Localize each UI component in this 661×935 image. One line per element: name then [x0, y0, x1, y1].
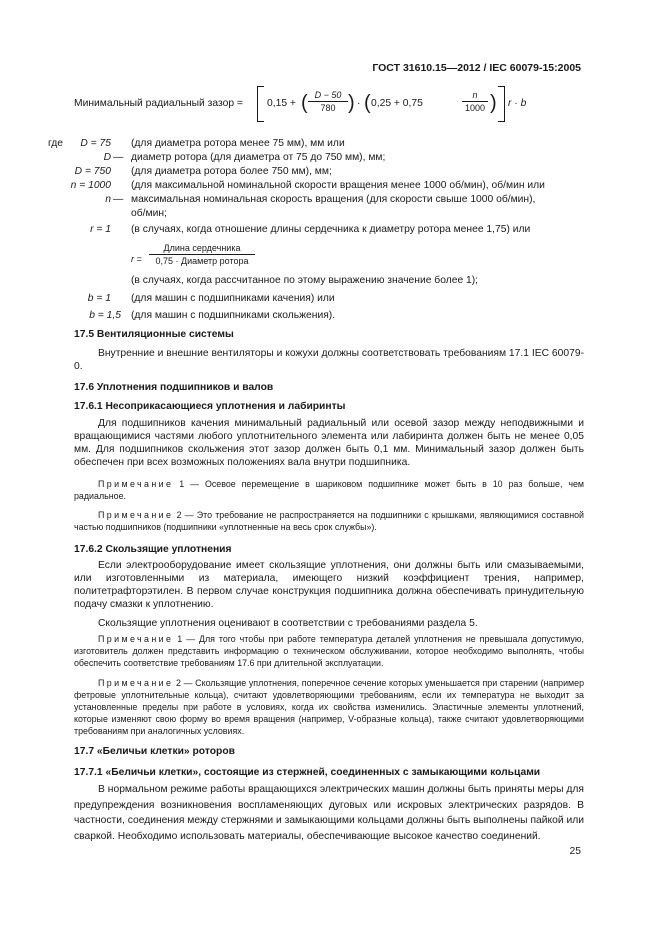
section-heading-17-6: 17.6 Уплотнения подшипников и валов	[74, 382, 274, 393]
note-text: 2 — Скользящие уплотнения, поперечное сечение которых уменьшается при старении (например фетровые уплотнительные кольца), считают удовлетворяющими требованиям, если их температура не выходит за установленные пределы при работе в условиях, когда их свойства изменились. Эластичные элементы уплотнений, которые изменяют свою форму во время вращения (например, V-образные кольца), также считают удовлетворяющими требованиям при аналогичных условиях.	[74, 678, 585, 736]
definition-text: (для диаметра ротора менее 75 мм), мм или	[131, 138, 345, 149]
ratio-fraction	[149, 243, 255, 266]
note	[74, 633, 584, 669]
paragraph: Внутренние и внешние вентиляторы и кожухи должны соответствовать требованиям 17.1 IEC 60079-0.	[74, 348, 584, 372]
definition-row	[0, 207, 661, 220]
definition-symbol: n	[105, 194, 111, 205]
note	[74, 677, 584, 737]
ratio-denominator: 0,75 · Диаметр ротора	[155, 256, 249, 266]
definition-text: диаметр ротора (для диаметра от 75 до 750 мм), мм;	[131, 152, 386, 163]
formula-label: Минимальный радиальный зазор =	[74, 98, 243, 109]
definition-text: (в случаях, когда отношение длины сердечника к диаметру ротора менее 1,75) или	[131, 224, 531, 235]
page-number: 25	[569, 846, 581, 857]
definition-text: об/мин;	[131, 208, 167, 219]
where-word: где	[48, 138, 64, 149]
note-label: Примечание	[98, 510, 174, 520]
fraction-1-numerator: D − 50	[308, 90, 348, 102]
subsection-heading-17-6-2: 17.6.2 Скользящие уплотнения	[74, 544, 232, 555]
subsection-heading-17-7-1: 17.7.1 «Беличьи клетки», состоящие из стержней, соединенных с замыкающими кольцами	[74, 767, 541, 778]
left-paren: (	[301, 92, 308, 114]
definition-symbol: r = 1	[90, 224, 111, 235]
paragraph: Для подшипников качения минимальный радиальный или осевой зазор между неподвижными и вращающимися частями любого уплотнительного элемента или лабиринта должен быть не менее 0,05 мм. Для подшипников скольжения этот зазор должен быть 0,1 мм. Минимальный зазор должен быть обеспечен при всех возможных положениях вала внутри подшипника.	[74, 418, 584, 468]
left-paren-2: (	[364, 92, 371, 114]
definition-text: (в случаях, когда рассчитанное по этому выражению значение более 1);	[131, 275, 479, 286]
note	[74, 478, 584, 502]
note-label: Примечание	[98, 479, 174, 489]
formula-fraction-1	[308, 90, 348, 113]
right-paren-2: )	[490, 92, 497, 114]
paragraph: Если электрооборудование имеет скользящие уплотнения, они должны быть или смазываемыми, или изготовленными из материала, имеющего низкий коэффициент трения, например, политетрафторэтилен. В первом случае конструкция подшипника должна обеспечивать принудительную подачу смазки к уплотнению.	[74, 560, 584, 610]
definition-row	[0, 274, 661, 287]
definition-symbol: D = 75	[80, 138, 111, 149]
definition-symbol: D	[103, 152, 111, 163]
clearance-formula	[74, 86, 527, 122]
fraction-2-numerator: n	[462, 90, 488, 102]
definition-text: максимальная номинальная скорость вращения (для скорости свыше 1000 об/мин),	[131, 194, 536, 205]
definition-text: (для диаметра ротора более 750 мм), мм;	[131, 166, 332, 177]
ratio-lhs: r =	[131, 254, 142, 264]
paragraph: Скользящие уплотнения оценивают в соответствии с требованиями раздела 5.	[98, 618, 478, 629]
formula-fraction-2	[462, 90, 488, 113]
formula-tail: r · b	[508, 98, 527, 109]
note-text: 1 — Осевое перемещение в шариковом подшипнике может быть в 10 раз больше, чем радиальное.	[74, 479, 584, 501]
left-bracket	[257, 86, 264, 122]
definition-row	[0, 137, 661, 150]
definition-symbol: b = 1,5	[89, 310, 121, 321]
subsection-heading-17-6-1: 17.6.1 Несоприкасающиеся уплотнения и лабиринты	[74, 401, 346, 412]
right-bracket	[498, 86, 505, 122]
definition-dash: —	[113, 194, 124, 205]
note	[74, 509, 584, 533]
definition-row	[0, 193, 661, 206]
note-text: 2 — Это требование не распространяется на подшипники с крышками, являющимися составной частью подшипников (подшипники «уплотненные на весь срок службы»).	[74, 510, 585, 532]
definition-row	[0, 223, 661, 236]
section-heading-17-7: 17.7 «Беличьи клетки» роторов	[74, 746, 235, 757]
ratio-numerator: Длина сердечника	[149, 243, 255, 255]
formula-dot: ·	[357, 98, 361, 109]
definition-symbol: n = 1000	[70, 180, 111, 191]
definition-row	[0, 179, 661, 192]
definition-row	[0, 309, 661, 322]
formula-term2: 0,25 + 0,75	[371, 98, 423, 109]
definition-text: (для машин с подшипниками скольжения).	[131, 310, 336, 321]
right-paren: )	[348, 92, 355, 114]
definition-symbol: D = 750	[74, 166, 111, 177]
fraction-2-denominator: 1000	[464, 103, 486, 113]
definition-text: (для максимальной номинальной скорости вращения менее 1000 об/мин), об/мин или	[131, 180, 545, 191]
definition-dash: —	[113, 152, 124, 163]
note-label: Примечание	[98, 634, 174, 644]
fraction-1-denominator: 780	[320, 103, 336, 113]
definition-symbol: b = 1	[87, 293, 111, 304]
definition-row	[0, 292, 661, 305]
definition-row	[0, 165, 661, 178]
definition-row	[0, 151, 661, 164]
definition-text: (для машин с подшипниками качения) или	[131, 293, 335, 304]
note-label: Примечание	[98, 678, 174, 688]
document-header: ГОСТ 31610.15—2012 / IEC 60079-15:2005	[372, 62, 581, 74]
formula-term1: 0,15 +	[267, 98, 296, 109]
paragraph: В нормальном режиме работы вращающихся электрических машин должны быть приняты меры для предупреждения возникновения воспламеняющих дуговых или искровых электрических разрядов. В частности, соединения между стержнями и замыкающими кольцами должны быть выполнены пайкой или сваркой. Необходимо использовать материалы, обеспечивающие высокое качество соединений.	[74, 784, 584, 842]
note-text: 1 — Для того чтобы при работе температура деталей уплотнения не превышала допустимую, изготовитель должен представить информацию о техническом обслуживании, которое необходимо выполнять, чтобы обеспечить соответствие требованиям 17.6 при длительной эксплуатации.	[74, 634, 584, 668]
section-heading-17-5: 17.5 Вентиляционные системы	[74, 329, 234, 340]
